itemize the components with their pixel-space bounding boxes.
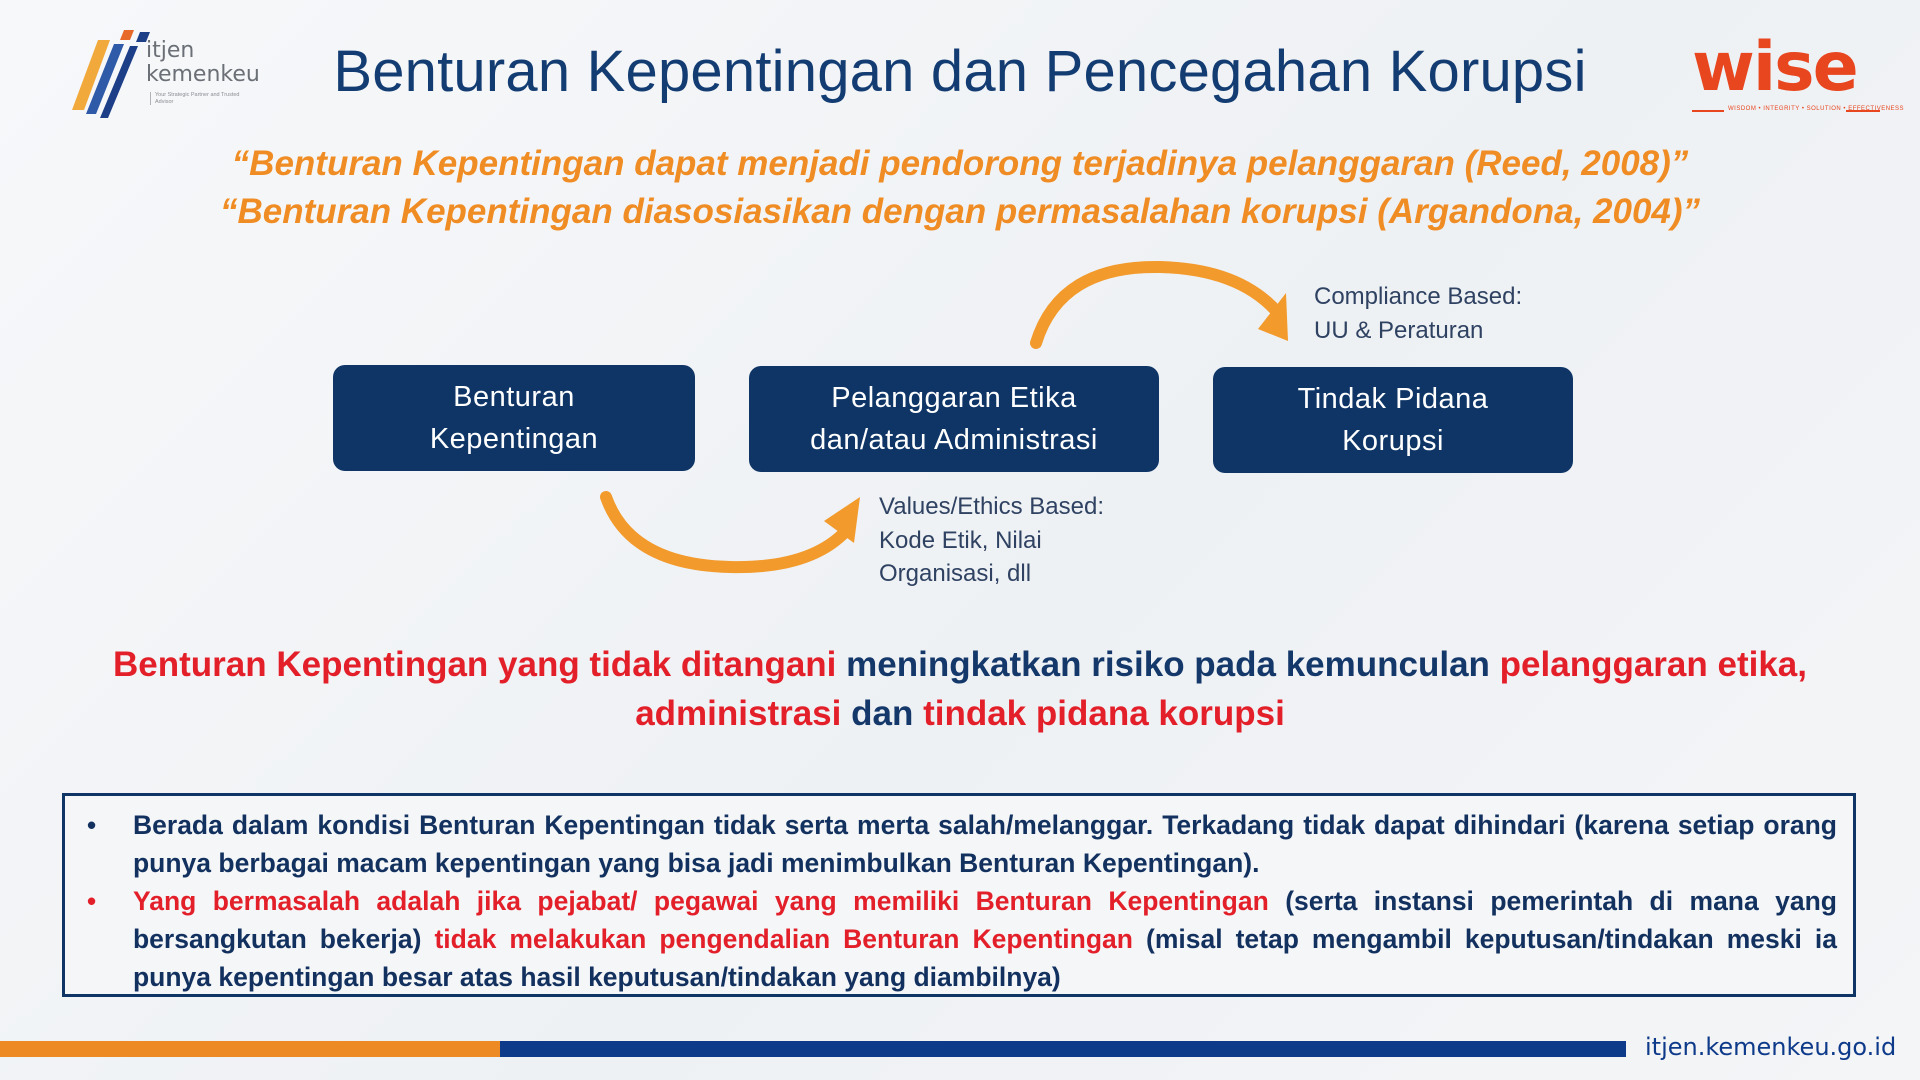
bullet-text: (misal tetap mengambil keputusan/tindakan meski ia punya kepentingan besar atas hasil keputusan/tindakan yang diambilnya) (133, 924, 1837, 992)
wise-logo-rule-left (1692, 110, 1724, 112)
statement-part: dan (841, 694, 924, 733)
statement-red-part: pelanggaran etika, (1499, 645, 1807, 684)
bullet-box (62, 793, 1856, 997)
box-line: Benturan (453, 380, 575, 413)
bullet-text: (serta instansi pemerintah di mana yang bersangkutan bekerja) (133, 886, 1837, 954)
box-line: Tindak Pidana (1297, 382, 1489, 415)
bullet-text-red: tidak melakukan pengendalian Benturan Kepentingan (434, 924, 1133, 954)
bullet-item (81, 806, 1837, 882)
box-pelanggaran-etika (749, 366, 1159, 472)
note-values-ethics-based (879, 490, 1104, 591)
curved-arrow-bottom (590, 485, 870, 585)
bullet-dot: • (87, 810, 97, 840)
logo-text-itjen: itjen (146, 38, 195, 63)
box-tindak-pidana-korupsi (1213, 367, 1573, 473)
bullet-text: Berada dalam kondisi Benturan Kepentingan tidak serta merta salah/melanggar. Terkadang tidak dapat dihindari (karena setiap orang punya berbagai macam kepentingan yang bisa jadi menimbulkan Benturan Kepentingan). (133, 810, 1837, 878)
box-line: Korupsi (1342, 425, 1444, 457)
wise-logo-text: wise (1692, 28, 1857, 107)
curved-arrow-top (1020, 255, 1320, 355)
statement-red-part: tindak pidana korupsi (923, 694, 1285, 733)
statement-red-part: Benturan Kepentingan yang tidak ditangani (113, 645, 837, 684)
wise-logo-tagline: WISDOM • INTEGRITY • SOLUTION • EFFECTIVENESS (1728, 106, 1905, 112)
note-line: Compliance Based: (1314, 283, 1523, 310)
box-line: Kepentingan (429, 423, 599, 455)
box-line: Pelanggaran Etika (831, 381, 1077, 414)
footer-bar-orange (0, 1041, 500, 1057)
bullet-item (81, 882, 1837, 996)
footer-bar-blue (500, 1041, 1626, 1057)
quote-reed: “Benturan Kepentingan dapat menjadi pendorong terjadinya pelanggaran (Reed, 2008)” (231, 144, 1689, 183)
note-line: Values/Ethics Based: (879, 493, 1105, 520)
logo-text-kemenkeu: kemenkeu (146, 62, 260, 87)
box-line: dan/atau Administrasi (810, 424, 1098, 456)
statement-red-part: administrasi (635, 694, 842, 733)
note-line: Organisasi, dll (879, 560, 1032, 588)
quote-argandona: “Benturan Kepentingan diasosiasikan dengan permasalahan korupsi (Argandona, 2004)” (219, 192, 1701, 231)
note-line: UU & Peraturan (1314, 316, 1484, 344)
key-statement (100, 640, 1820, 738)
note-compliance-based (1314, 280, 1522, 347)
box-benturan-kepentingan (333, 365, 695, 471)
logo-tagline: Your Strategic Partner and Trusted Advisor (150, 92, 243, 105)
bullet-text-red: Yang bermasalah adalah jika pejabat/ pegawai yang memiliki Benturan Kepentingan (133, 886, 1269, 916)
footer-url: itjen.kemenkeu.go.id (1645, 1033, 1897, 1061)
statement-part: meningkatkan risiko pada kemunculan (836, 645, 1500, 684)
note-line: Kode Etik, Nilai (879, 526, 1042, 554)
page-title: Benturan Kepentingan dan Pencegahan Korupsi (333, 39, 1587, 104)
bullet-dot: • (87, 886, 97, 916)
